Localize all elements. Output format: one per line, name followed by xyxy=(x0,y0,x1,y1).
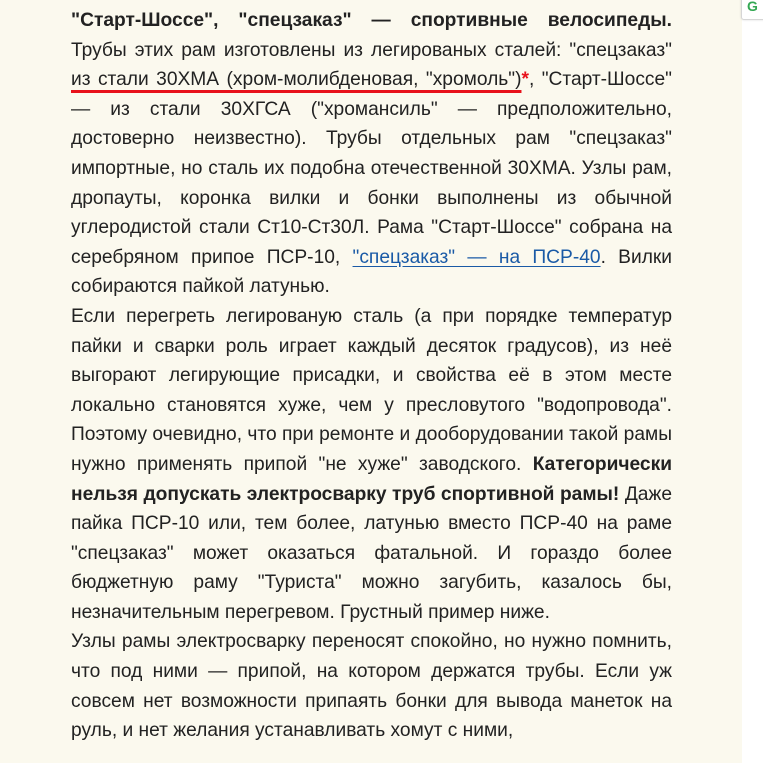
overheating-text: Если перегреть легированую сталь (а при порядке температур пайки и сварки роль играет каждый десяток градусов), из неё выгорают легирующие присадки, и свойства её в этом месте локально становятся хуже, чем у пресловутого "водопровода". Поэтому очевидно, что при ремонте и дооборудовании такой рамы нужно применять припой "не хуже" заводского. xyxy=(71,305,672,475)
g-glyph: G xyxy=(747,0,758,14)
specorder-solder-link[interactable]: "спецзаказ" — на ПСР-40 xyxy=(352,246,601,268)
frame-joints-text: Узлы рамы электросварку переносят спокойно, но нужно помнить, что под ними — припой, на котором держатся трубы. Если уж совсем нет возможности припаять бонки для вывода манеток на руль, и нет желания устанавливать хомут с ними, xyxy=(71,631,672,742)
paragraph-frame-joints xyxy=(71,627,672,745)
right-gutter xyxy=(742,0,763,763)
bold-heading: "Старт-Шоссе", "спецзаказ" — спортивные велосипеды. xyxy=(71,10,672,31)
frame-materials-text-continued: , "Старт-Шоссе" — из стали 30ХГСА ("хромансиль" — предположительно, достоверно неизвестно). Трубы отдельных рам "спецзаказ" импортные, но сталь их подобна отечественной 30ХМА. Узлы рам, дропауты, коронка вилки и бонки выполнены из обычной углеродистой стали Ст10-Ст30Л. Рама "Старт-Шоссе" собрана на серебряном припое ПСР-10, xyxy=(71,69,672,268)
paragraph-overheating xyxy=(71,302,672,628)
footnote-asterisk: * xyxy=(521,69,529,91)
welding-warning: Категорически нельзя допускать электросварку труб спортивной рамы! xyxy=(71,453,672,505)
google-g-icon[interactable] xyxy=(741,0,763,20)
frame-materials-text: Трубы этих рам изготовлены из легированых сталей: "спецзаказ" xyxy=(71,39,672,61)
overheating-text-continued: Даже пайка ПСР-10 или, тем более, латунью вместо ПСР-40 на раме "спецзаказ" может оказаться фатальной. И гораздо более бюджетную раму "Туриста" можно загубить, казалось бы, незначительным перегревом. Грустный пример ниже. xyxy=(71,483,672,623)
highlighted-steel-grade: из стали 30ХМА (хром-молибденовая, "хромоль") xyxy=(71,69,522,91)
paragraph-frame-materials xyxy=(71,6,672,302)
article-body xyxy=(71,6,672,746)
fork-soldering-text: . Вилки собираются пайкой латунью. xyxy=(71,246,673,298)
